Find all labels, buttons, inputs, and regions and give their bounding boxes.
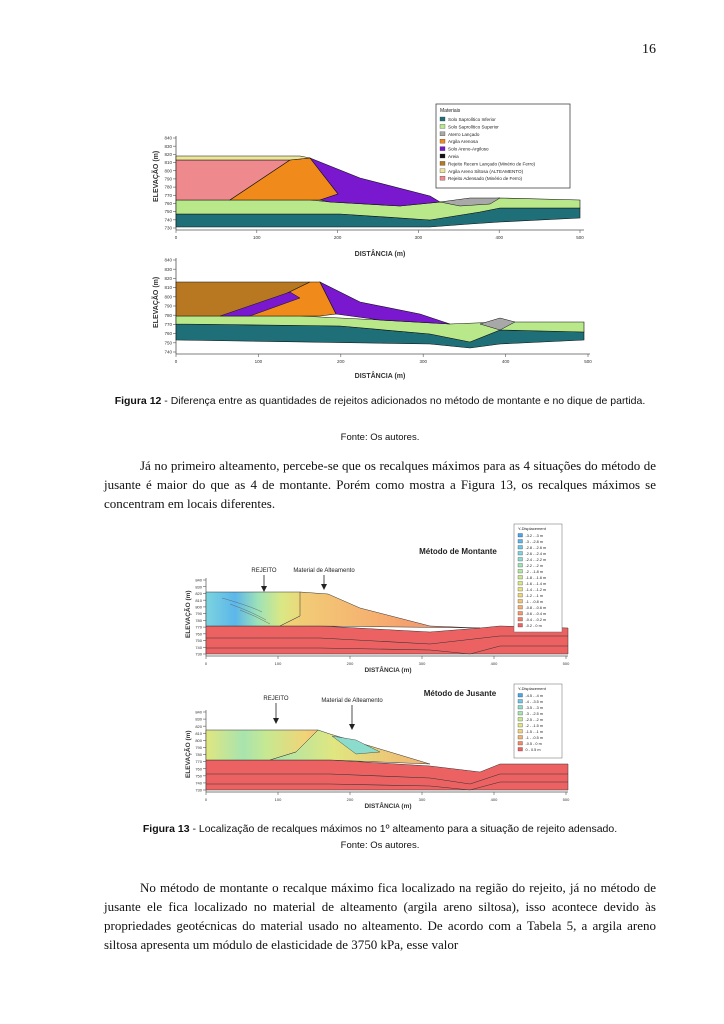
fig13-top-legend-item-label: -3.2 - -3 m: [525, 534, 544, 538]
fig13-top-ytick-tick-label: 800: [195, 604, 202, 610]
fig13-bottom-ytick-tick-label: 750: [195, 773, 202, 779]
figure-13-caption-label: Figura 13: [142, 823, 190, 835]
fig12-top-section: [151, 104, 584, 258]
figure-13-caption: [100, 822, 660, 837]
fig13-top-ytick-tick-label: 740: [195, 644, 202, 650]
fig13-bottom-legend-item-swatch: [518, 724, 523, 728]
fig13-bottom-ytick-tick-label: 840: [195, 709, 202, 715]
fig12-bottom-xtick-tick-label: 400: [501, 359, 510, 364]
fig13-top-xtick-tick-label: 100: [274, 661, 282, 666]
fig12-legend-item-swatch: [440, 176, 445, 180]
fig13-top-legend-item-swatch: [518, 552, 523, 556]
fig12-bottom-xlabel: DISTÂNCIA (m): [354, 373, 406, 380]
fig13-top-xtick-tick-label: 300: [418, 661, 426, 666]
fig12-legend-item-swatch: [440, 132, 445, 136]
fig13-top-legend-item-label: -2.6 - -2.4 m: [525, 552, 547, 556]
fig13-bottom-xtick-tick-label: 400: [490, 797, 498, 802]
fig12-legend-item-label: Argila Areno Siltosa (ALTEAMENTO): [448, 168, 524, 174]
fig12-legend-item-label: Rejeito Adensado (Minério de Ferro): [448, 176, 523, 182]
fig13-bottom-legend-item-swatch: [518, 748, 523, 752]
fig12-bottom-ytick-tick-label: 800: [164, 294, 172, 300]
fig12-legend-item-label: Rejeito Recem Lançado (Minério de Ferro): [448, 161, 536, 167]
fig13-bottom-ytick-tick-label: 810: [195, 730, 202, 736]
fig13-bottom-legend-item-swatch: [518, 742, 523, 746]
fig13-bottom-xtick-tick-label: 300: [418, 797, 426, 802]
fig13-bottom-xlabel: DISTÂNCIA (m): [364, 803, 412, 810]
fig13-top-legend-item-label: -1.2 - -1 m: [525, 594, 544, 598]
fig12-legend-item-label: Solo Saprolítico Superior: [448, 124, 499, 130]
fig13-top-xtick-tick-label: 500: [562, 661, 570, 666]
fig12-bottom-ytick-tick-label: 740: [164, 349, 172, 355]
fig12-bottom-section: [151, 258, 592, 380]
fig12-bottom-xtick-tick-label: 0: [174, 359, 178, 364]
fig12-legend-item-swatch: [440, 161, 445, 165]
fig12-bottom-ytick-tick-label: 820: [164, 276, 172, 281]
fig13-top-legend-item-label: -2.2 - -2 m: [525, 564, 544, 568]
fig12-top-ytick-tick-label: 810: [164, 160, 172, 166]
fig13-top-legend-item-label: -1.6 - -1.4 m: [525, 582, 547, 586]
fig13-bottom-legend-item-swatch: [518, 694, 523, 698]
fig13-bottom-legend-title: Y-Displacement: [518, 686, 546, 691]
fig13-bottom-legend-item-label: -3 - -2.5 m: [525, 712, 544, 716]
fig12-top-ytick-tick-label: 840: [164, 135, 172, 141]
fig13-bottom-xtick-tick-label: 500: [562, 797, 570, 802]
fig13-bottom-ytick-tick-label: 760: [195, 766, 202, 772]
fig12-legend-item-label: Solo Saprolítico Inferior: [448, 117, 496, 122]
fig12-legend-item-swatch: [440, 139, 445, 143]
fig12-top-ytick-tick-label: 750: [164, 209, 172, 215]
fig13-top-legend-item-label: -3 - -2.8 m: [525, 540, 544, 544]
fig13-bottom-ytick-tick-label: 730: [195, 787, 202, 793]
fig12-bottom-ytick-tick-label: 790: [164, 303, 172, 309]
paragraph-2-text: No método de montante o recalque máximo fica localizado na região do rejeito, já no método de jusante ele fica localizado no material de alteamento (argila areno siltosa), isso acontece devido às propriedades geotécnicas do material usado no alteamento. De acordo com a Tabela 5, a argila areno siltosa apresenta um módulo de elasticidade de 3750 kPa, esse valor: [104, 880, 656, 952]
fig12-legend-item-swatch: [440, 147, 445, 151]
fig12-top-xtick-tick-label: 100: [253, 235, 261, 240]
fig12-bottom-ytick-tick-label: 780: [164, 312, 172, 318]
fig13-bottom-xtick-tick-label: 200: [346, 797, 354, 802]
fig12-legend-item-label: Areia: [448, 154, 459, 159]
figure-13: [0, 520, 724, 812]
fig13-bottom-section: [183, 684, 570, 810]
fig12-bottom-ytick-tick-label: 840: [164, 257, 172, 263]
fig13-top-ytick-tick-label: 730: [195, 651, 202, 657]
fig13-bottom-xtick-tick-label: 0: [204, 797, 208, 802]
fig13-top-legend-item-swatch: [518, 570, 523, 574]
fig13-top-legend-item-swatch: [518, 606, 523, 610]
fig13-top-legend-item-label: -0.2 - 0 m: [525, 624, 542, 628]
fig13-top-legend-item-swatch: [518, 588, 523, 592]
fig12-legend-item-label: Aterro Lançado: [448, 131, 480, 137]
fig13-top-legend-item-swatch: [518, 576, 523, 580]
fig13-top-legend-item-label: -0.6 - -0.4 m: [525, 612, 547, 616]
fig13-top-legend-item-swatch: [518, 564, 523, 568]
fig13-top-ytick-tick-label: 840: [195, 577, 202, 583]
fig12-bottom-ylabel: ELEVAÇÃO (m): [153, 276, 160, 328]
fig13-bottom-legend-item-swatch: [518, 712, 523, 716]
fig13-top-title: Método de Montante: [419, 547, 497, 556]
fig12-bottom-ytick-tick-label: 760: [164, 331, 172, 337]
fig12-top-ytick-tick-label: 760: [164, 201, 172, 207]
fig12-top-ytick-tick-label: 790: [164, 176, 172, 182]
fig12-top-ytick-tick-label: 780: [164, 184, 172, 190]
fig12-top-alteamento: [176, 156, 310, 160]
fig13-bottom-legend-item-label: -0.5 - 0 m: [525, 742, 542, 746]
fig12-legend-item-swatch: [440, 154, 445, 158]
fig12-bottom-xtick-tick-label: 100: [254, 359, 263, 364]
fig13-bottom-legend-item-swatch: [518, 730, 523, 734]
fig13-bottom-legend-item-label: -4 - -3.5 m: [525, 700, 544, 704]
fig13-top-legend-item-label: -2.8 - -2.6 m: [525, 546, 547, 550]
fig12-top-ytick-tick-label: 740: [164, 217, 172, 223]
figure-12-source: Fonte: Os autores.: [340, 432, 420, 443]
fig12-bottom-xtick-tick-label: 500: [584, 359, 592, 364]
paragraph-2: [104, 878, 656, 954]
fig13-top-legend-item-label: -2 - -1.8 m: [525, 570, 544, 574]
fig12-top-xtick-tick-label: 200: [333, 235, 342, 240]
fig13-top-legend-item-swatch: [518, 594, 523, 598]
fig13-top-legend-item-label: -1.4 - -1.2 m: [525, 588, 547, 592]
fig12-top-ytick-tick-label: 730: [164, 225, 172, 231]
fig13-bottom-legend-item-swatch: [518, 736, 523, 740]
fig13-bottom-legend-item-label: -1 - -0.5 m: [525, 736, 544, 740]
fig13-top-dam-zone: [280, 592, 480, 628]
fig12-top-ytick-tick-label: 800: [164, 168, 172, 174]
fig13-top-legend-item-swatch: [518, 540, 523, 544]
fig13-top-legend-item-label: -2.4 - -2.2 m: [525, 558, 547, 562]
fig13-bottom-legend-item-swatch: [518, 700, 523, 704]
fig13-top-xtick-tick-label: 200: [346, 661, 354, 666]
fig13-top-legend-item-swatch: [518, 624, 523, 628]
fig13-bottom-ytick-tick-label: 770: [195, 759, 202, 765]
fig13-bottom-legend-item-swatch: [518, 718, 523, 722]
fig13-top-legend-item-swatch: [518, 558, 523, 562]
fig13-top-material-label: Material de Alteamento: [293, 568, 355, 574]
fig13-bottom-ytick-tick-label: 780: [195, 752, 202, 758]
figure-12: [0, 98, 724, 380]
fig13-top-legend-item-swatch: [518, 618, 523, 622]
fig13-top-ylabel: ELEVAÇÃO (m): [185, 590, 192, 638]
fig13-top-ytick-tick-label: 750: [195, 638, 202, 644]
fig12-bottom-ytick-tick-label: 750: [164, 340, 172, 346]
fig13-bottom-legend-item-label: 0 - 0.5 m: [525, 748, 541, 752]
fig13-top-ytick-tick-label: 790: [195, 611, 202, 617]
figure-13-caption-text: - Localização de recalques máximos no 1º alteamento para a situação de rejeito adensado.: [189, 823, 618, 835]
figure-12-caption-label: Figura 12: [114, 395, 162, 407]
page-number: 16: [642, 42, 656, 57]
fig13-top-legend-item-label: -1 - -0.8 m: [525, 600, 544, 604]
fig13-top-legend-item-swatch: [518, 546, 523, 550]
figure-12-caption-text: - Diferença entre as quantidades de rejeitos adicionados no método de montante e no dique de partida.: [161, 395, 646, 407]
fig13-bottom-legend-item-label: -2.5 - -2 m: [525, 718, 544, 722]
fig13-bottom-ytick-tick-label: 820: [195, 723, 202, 729]
fig12-top-solo-areno: [310, 158, 440, 206]
figure-12-caption: [100, 394, 660, 409]
fig13-top-ytick-tick-label: 820: [195, 591, 202, 597]
fig12-legend-item-label: Solo Areno-Argiloso: [448, 146, 489, 152]
fig12-legend-item-label: Argila Arenosa: [448, 139, 478, 145]
fig12-top-ytick-tick-label: 770: [164, 192, 172, 198]
fig12-top-xtick-tick-label: 400: [495, 235, 503, 240]
fig13-top-rejeito-label: REJEITO: [251, 568, 277, 574]
figure-13-source: Fonte: Os autores.: [340, 840, 420, 851]
fig13-top-ytick-tick-label: 830: [195, 584, 202, 590]
fig13-bottom-material-label: Material de Alteamento: [321, 698, 383, 704]
fig13-bottom-foundation: [206, 760, 568, 790]
fig12-legend-item-swatch: [440, 124, 445, 128]
fig13-top-legend-item-swatch: [518, 582, 523, 586]
fig12-top-ytick-tick-label: 830: [164, 143, 172, 149]
fig13-top-legend-item-label: -0.4 - -0.2 m: [525, 618, 547, 622]
fig13-top-legend-item-label: -0.8 - -0.6 m: [525, 606, 547, 610]
fig12-top-xtick-tick-label: 500: [576, 235, 584, 240]
fig13-bottom-legend-item-label: -3.5 - -3 m: [525, 706, 544, 710]
fig13-top-foundation: [206, 626, 568, 654]
fig12-top-xlabel: DISTÂNCIA (m): [354, 251, 406, 258]
fig13-top-xlabel: DISTÂNCIA (m): [364, 667, 412, 674]
fig13-top-ytick-tick-label: 770: [195, 624, 202, 630]
fig13-bottom-ytick-tick-label: 790: [195, 745, 202, 751]
fig13-top-legend-item-label: -1.8 - -1.6 m: [525, 576, 547, 580]
fig13-bottom-legend-item-label: -4.5 - -4 m: [525, 694, 544, 698]
fig12-top-xtick-tick-label: 0: [174, 235, 178, 240]
fig13-top-legend-item-swatch: [518, 612, 523, 616]
fig12-legend-item-swatch: [440, 169, 445, 173]
fig13-bottom-ytick-tick-label: 800: [195, 737, 202, 743]
fig13-bottom-legend-item-label: -2 - -1.5 m: [525, 724, 544, 728]
fig12-top-ytick-tick-label: 820: [164, 151, 172, 157]
fig13-top-xtick-tick-label: 0: [204, 661, 208, 666]
fig13-bottom-ytick-tick-label: 830: [195, 716, 202, 722]
fig13-bottom-title: Método de Jusante: [423, 689, 497, 698]
fig13-top-ytick-tick-label: 760: [195, 631, 202, 637]
fig12-bottom-ytick-tick-label: 810: [164, 285, 172, 291]
fig13-bottom-ylabel: ELEVAÇÃO (m): [185, 730, 192, 778]
fig12-top-ylabel: ELEVAÇÃO (m): [153, 150, 160, 202]
fig13-top-legend-title: Y-Displacement: [518, 526, 546, 531]
fig13-bottom-legend-item-swatch: [518, 706, 523, 710]
fig13-top-ytick-tick-label: 810: [195, 597, 202, 603]
fig13-bottom-ytick-tick-label: 740: [195, 780, 202, 786]
fig12-bottom-ytick-tick-label: 770: [164, 322, 172, 327]
fig12-legend-title: Materiais: [440, 108, 461, 114]
fig13-top-legend-item-swatch: [518, 534, 523, 538]
fig13-bottom-rejeito-label: REJEITO: [263, 696, 289, 702]
fig12-top-xtick-tick-label: 300: [414, 235, 423, 240]
fig13-top-ytick-tick-label: 780: [195, 617, 202, 623]
paragraph-1: [104, 456, 656, 513]
fig12-bottom-ytick-tick-label: 830: [164, 266, 172, 272]
fig12-bottom-xtick-tick-label: 300: [419, 359, 427, 364]
fig13-bottom-xtick-tick-label: 100: [274, 797, 282, 802]
fig13-top-xtick-tick-label: 400: [490, 661, 498, 666]
paragraph-1-text: Já no primeiro alteamento, percebe-se que os recalques máximos para as 4 situações do método de jusante é maior do que as 4 de montante. Porém como mostra a Figura 13, os recalques máximos se concentram em locais diferentes.: [104, 458, 656, 511]
fig13-bottom-legend-item-label: -1.5 - -1 m: [525, 730, 544, 734]
fig12-bottom-xtick-tick-label: 200: [337, 359, 345, 364]
fig13-top-section: [183, 524, 570, 674]
fig13-top-legend-item-swatch: [518, 600, 523, 604]
fig12-legend-item-swatch: [440, 117, 445, 121]
